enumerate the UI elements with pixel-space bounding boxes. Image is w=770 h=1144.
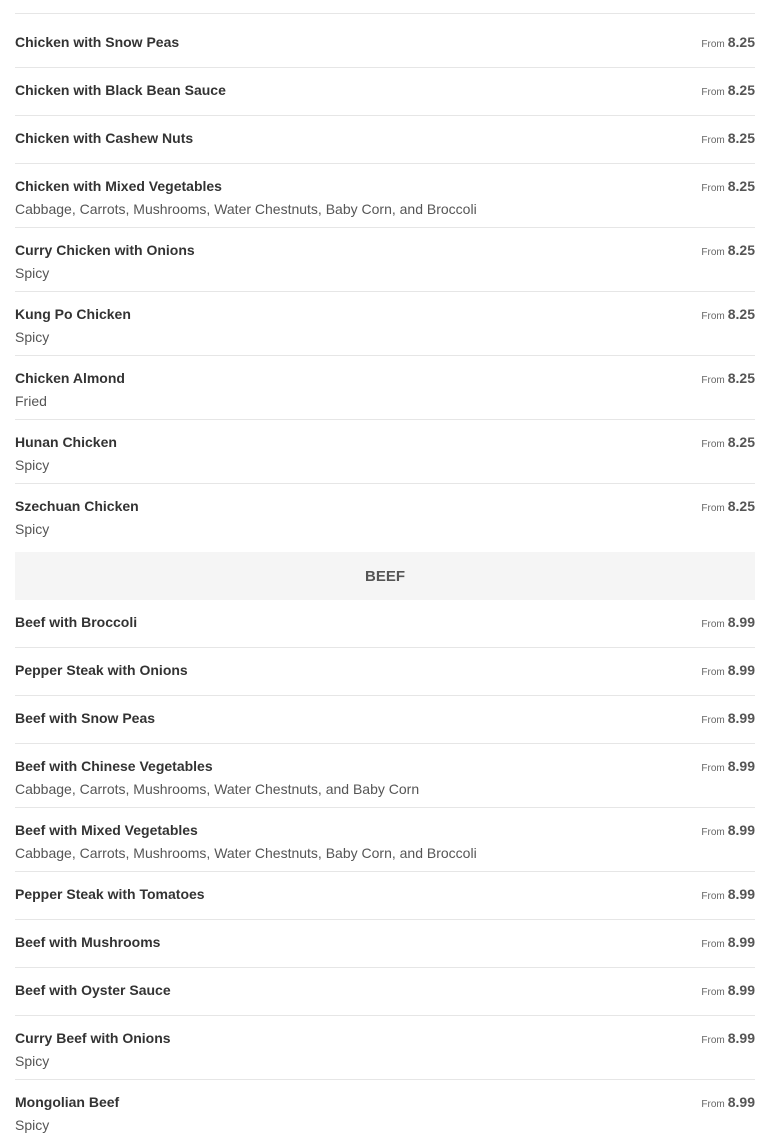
item-description: Spicy	[15, 457, 50, 473]
section-header-beef: BEEF	[15, 552, 755, 600]
item-name: Hunan Chicken	[15, 434, 117, 450]
from-label: From	[701, 247, 725, 258]
item-name: Beef with Broccoli	[15, 614, 138, 630]
from-label: From	[701, 503, 725, 514]
from-label: From	[701, 667, 725, 678]
item-price-block	[701, 178, 755, 197]
item-price: 8.99	[727, 1030, 755, 1046]
from-label: From	[701, 183, 725, 194]
from-label: From	[701, 939, 725, 950]
menu-item[interactable]	[15, 1080, 755, 1144]
item-name: Mongolian Beef	[15, 1094, 120, 1110]
menu-item[interactable]	[15, 20, 755, 68]
from-label: From	[701, 87, 725, 98]
item-name: Chicken with Black Bean Sauce	[15, 82, 226, 98]
menu-item[interactable]	[15, 228, 755, 292]
item-description: Cabbage, Carrots, Mushrooms, Water Chestnuts, and Baby Corn	[15, 781, 420, 797]
item-description: Spicy	[15, 329, 50, 345]
item-price: 8.99	[727, 710, 755, 726]
item-price-block	[701, 434, 755, 453]
menu-item[interactable]	[15, 696, 755, 744]
from-label: From	[701, 987, 725, 998]
item-description: Spicy	[15, 1053, 50, 1069]
from-label: From	[701, 311, 725, 322]
menu-item[interactable]	[15, 68, 755, 116]
from-label: From	[701, 891, 725, 902]
menu-item[interactable]	[15, 648, 755, 696]
item-price: 8.25	[727, 130, 755, 146]
item-name: Kung Po Chicken	[15, 306, 131, 322]
item-price-block	[701, 710, 755, 729]
item-name: Beef with Snow Peas	[15, 710, 156, 726]
item-price-block	[701, 370, 755, 389]
item-price-block	[701, 306, 755, 325]
from-label: From	[701, 1099, 725, 1110]
from-label: From	[701, 827, 725, 838]
item-description: Spicy	[15, 521, 50, 537]
item-price: 8.25	[727, 306, 755, 322]
item-price-block	[701, 498, 755, 517]
item-price-block	[701, 886, 755, 905]
item-description: Fried	[15, 393, 47, 409]
item-price: 8.99	[727, 614, 755, 630]
item-price-block	[701, 130, 755, 149]
item-price: 8.25	[727, 242, 755, 258]
item-description: Spicy	[15, 1117, 50, 1133]
item-description: Cabbage, Carrots, Mushrooms, Water Chestnuts, Baby Corn, and Broccoli	[15, 201, 477, 217]
menu-item[interactable]	[15, 356, 755, 420]
menu-item[interactable]	[15, 1016, 755, 1080]
menu-item[interactable]	[15, 292, 755, 356]
item-price: 8.25	[727, 498, 755, 514]
item-price-block	[701, 82, 755, 101]
item-price: 8.25	[727, 370, 755, 386]
menu-list	[15, 20, 755, 1144]
item-price-block	[701, 34, 755, 53]
item-name: Beef with Chinese Vegetables	[15, 758, 213, 774]
from-label: From	[701, 39, 725, 50]
item-name: Pepper Steak with Tomatoes	[15, 886, 205, 902]
item-name: Chicken Almond	[15, 370, 125, 386]
item-name: Szechuan Chicken	[15, 498, 139, 514]
item-name: Beef with Mushrooms	[15, 934, 161, 950]
menu-item[interactable]	[15, 744, 755, 808]
item-price: 8.99	[727, 662, 755, 678]
item-price-block	[701, 982, 755, 1001]
item-price: 8.25	[727, 178, 755, 194]
item-name: Chicken with Snow Peas	[15, 34, 180, 50]
item-name: Chicken with Cashew Nuts	[15, 130, 194, 146]
item-name: Curry Chicken with Onions	[15, 242, 195, 258]
item-price-block	[701, 1030, 755, 1049]
item-price: 8.99	[727, 822, 755, 838]
from-label: From	[701, 135, 725, 146]
from-label: From	[701, 619, 725, 630]
item-price-block	[701, 1094, 755, 1113]
item-price: 8.99	[727, 982, 755, 998]
beef-group	[15, 600, 755, 1144]
item-price-block	[701, 822, 755, 841]
menu-item[interactable]	[15, 164, 755, 228]
from-label: From	[701, 715, 725, 726]
chicken-group	[15, 20, 755, 548]
from-label: From	[701, 763, 725, 774]
menu-item[interactable]	[15, 968, 755, 1016]
item-price: 8.99	[727, 1094, 755, 1110]
item-price: 8.25	[727, 34, 755, 50]
top-divider	[15, 13, 755, 14]
item-price-block	[701, 242, 755, 261]
menu-item[interactable]	[15, 116, 755, 164]
from-label: From	[701, 439, 725, 450]
item-price-block	[701, 614, 755, 633]
item-price: 8.99	[727, 934, 755, 950]
item-name: Pepper Steak with Onions	[15, 662, 188, 678]
item-price: 8.99	[727, 758, 755, 774]
item-price: 8.99	[727, 886, 755, 902]
item-description: Cabbage, Carrots, Mushrooms, Water Chestnuts, Baby Corn, and Broccoli	[15, 845, 477, 861]
item-price-block	[701, 934, 755, 953]
item-price: 8.25	[727, 434, 755, 450]
item-price-block	[701, 662, 755, 681]
menu-item[interactable]	[15, 872, 755, 920]
item-name: Chicken with Mixed Vegetables	[15, 178, 222, 194]
item-price-block	[701, 758, 755, 777]
item-description: Spicy	[15, 265, 50, 281]
from-label: From	[701, 375, 725, 386]
menu-item[interactable]	[15, 420, 755, 484]
item-name: Curry Beef with Onions	[15, 1030, 171, 1046]
menu-item[interactable]	[15, 808, 755, 872]
menu-item[interactable]	[15, 484, 755, 548]
item-name: Beef with Oyster Sauce	[15, 982, 171, 998]
item-name: Beef with Mixed Vegetables	[15, 822, 198, 838]
item-price: 8.25	[727, 82, 755, 98]
from-label: From	[701, 1035, 725, 1046]
menu-item[interactable]	[15, 600, 755, 648]
menu-item[interactable]	[15, 920, 755, 968]
